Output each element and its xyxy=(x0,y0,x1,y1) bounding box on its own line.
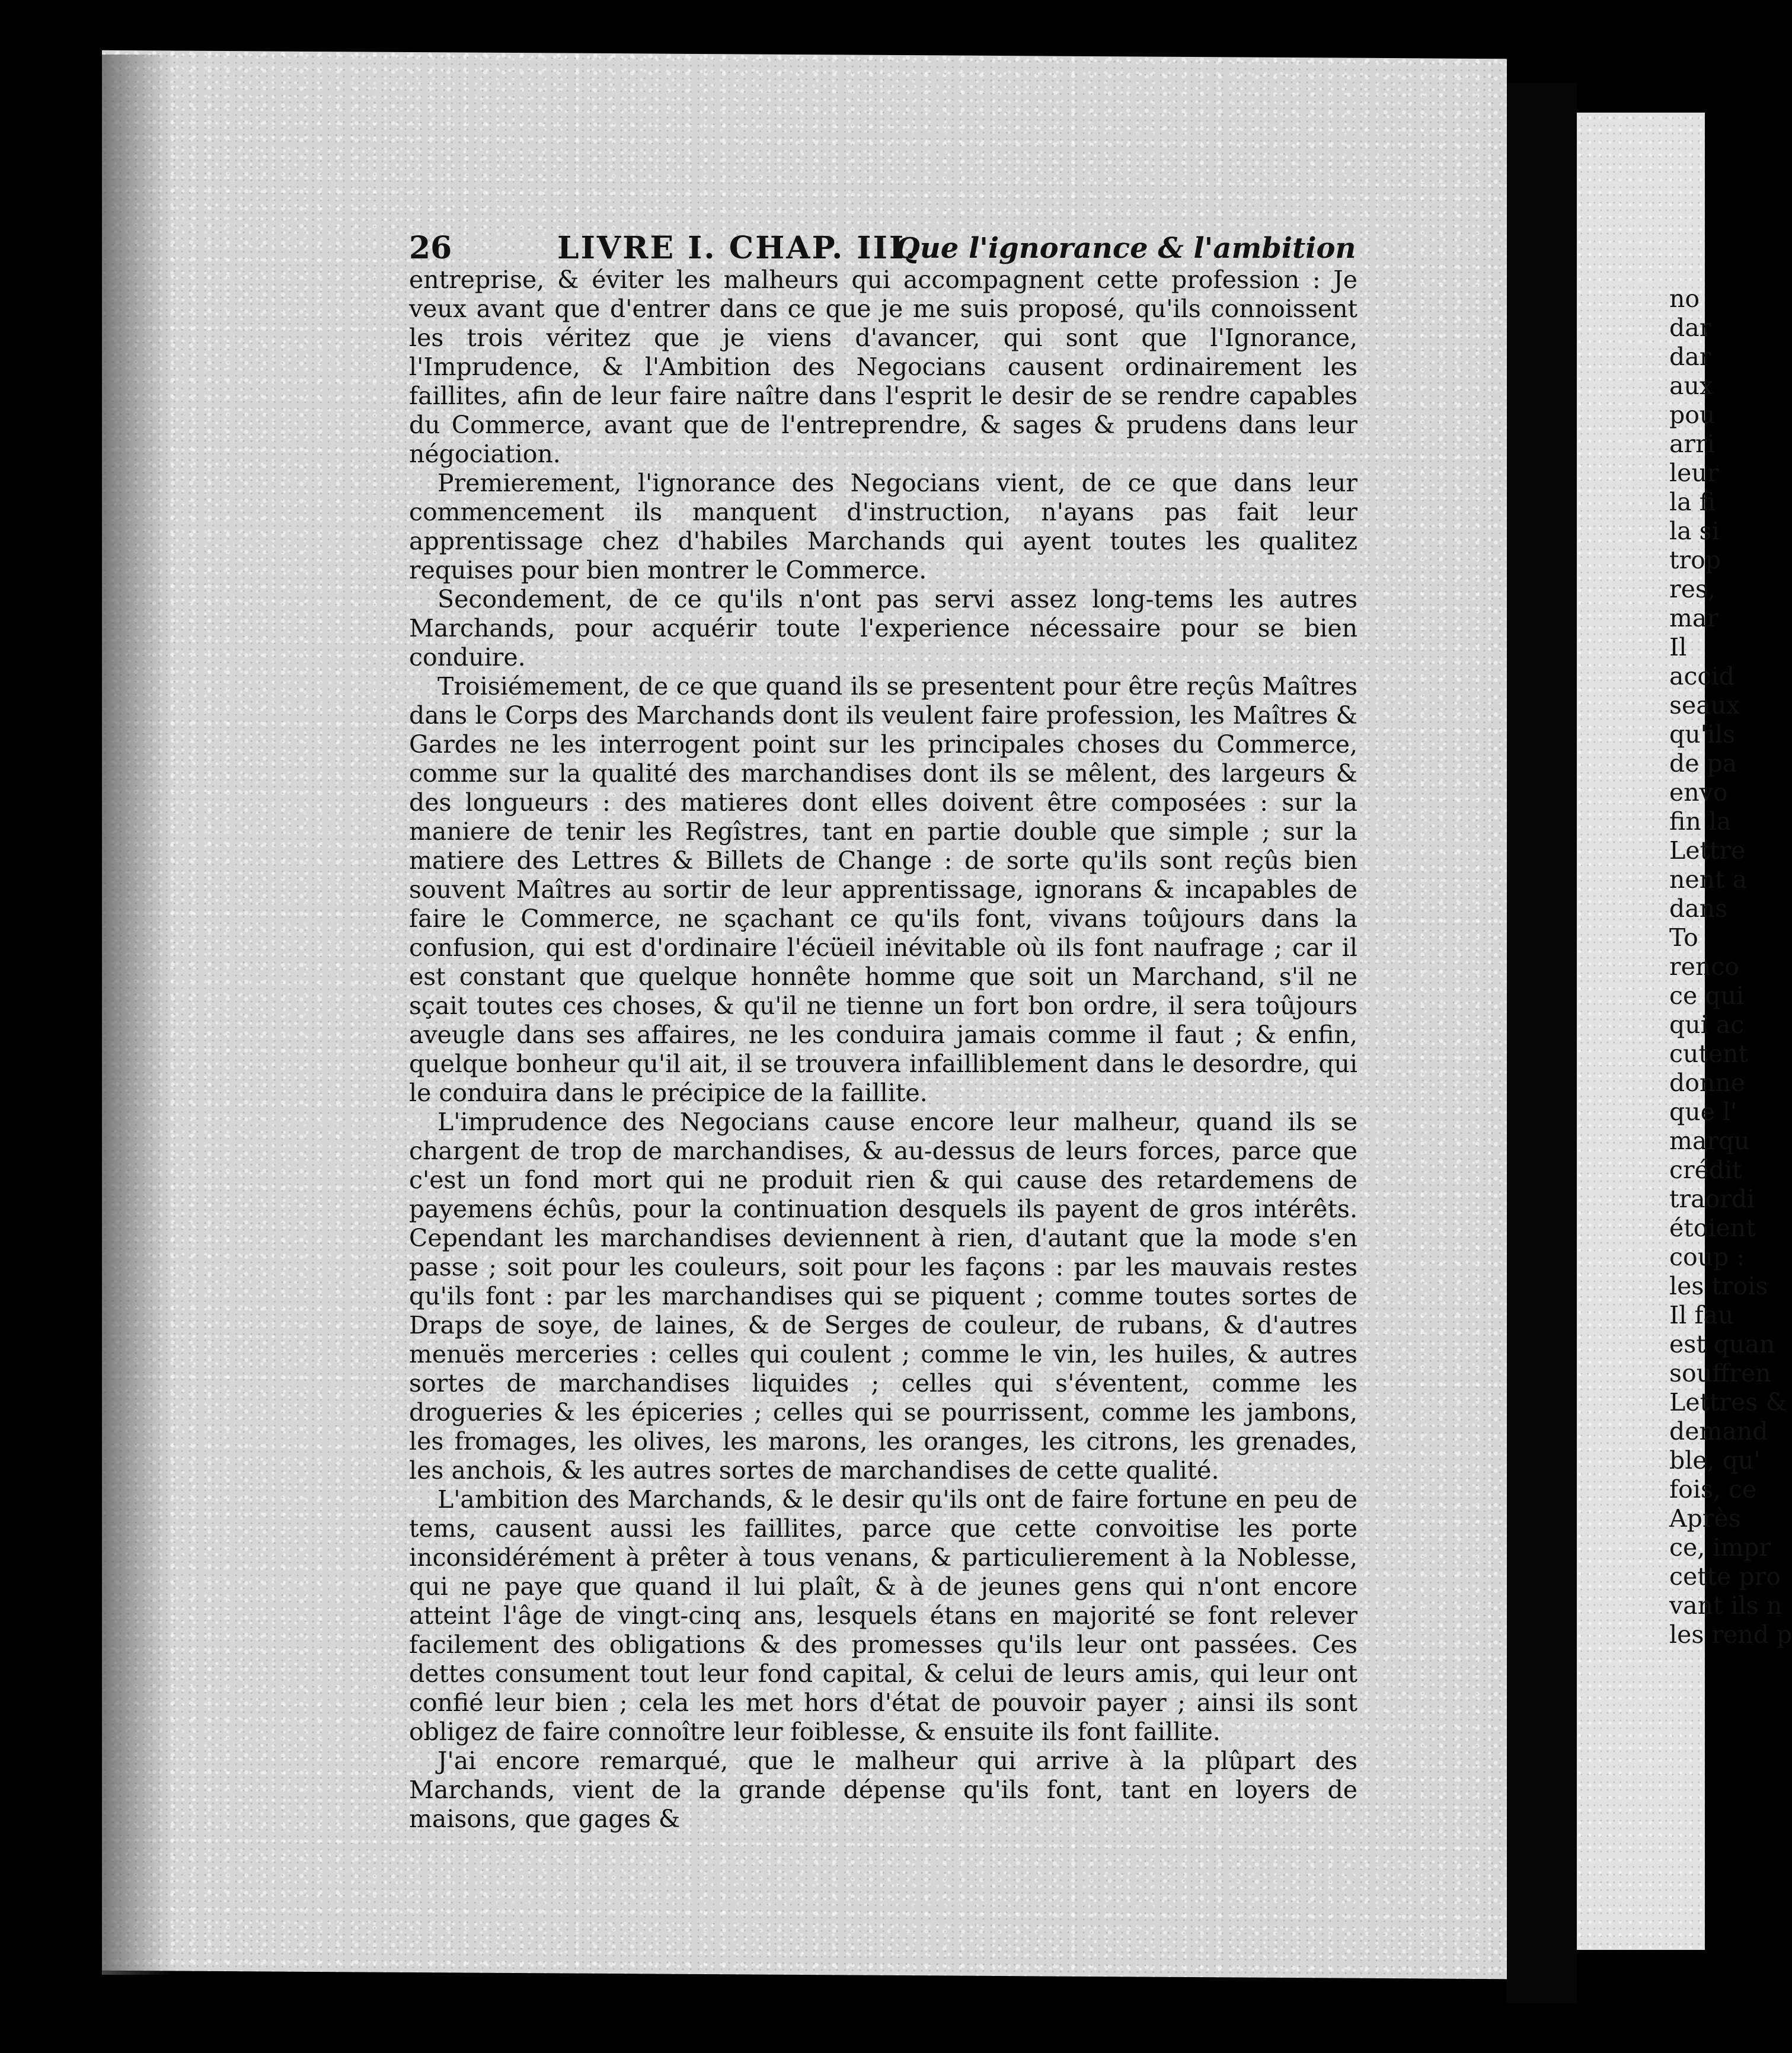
facing-page-fragment: demand xyxy=(1669,1417,1768,1446)
facing-page-fragment: est quan xyxy=(1669,1330,1775,1358)
paragraph: Troisiémement, de ce que quand ils se presentent pour être reçûs Maîtres dans le Corps des Marchands dont ils veulent faire profession, les Maîtres & Gardes ne les interrogent point sur les principales choses du Commerce, comme sur la qualité des marchandises dont ils se mêlent, des largeurs & des longueurs : des matieres dont elles doivent être composées : sur la maniere de tenir les Regîstres, tant en partie double que simple ; sur la matiere des Lettres & Billets de Change : de sorte qu'ils sont reçûs bien souvent Maîtres au sortir de leur apprentissage, ignorans & incapables de faire le Commerce, ne sçachant ce qu'ils font, vivans toûjours dans la confusion, qui est d'ordinaire l'écüeil inévitable où ils font naufrage ; car il est constant que quelque honnête homme que soit un Marchand, s'il ne sçait toutes ces choses, & qu'il ne tienne un fort bon ordre, il sera toûjours aveugle dans ses affaires, ne les conduira jamais comme il faut ; & enfin, quelque bonheur qu'il ait, il se trouvera infailliblement dans le desordre, qui le conduira dans le précipice de la faillite. xyxy=(409,672,1357,1107)
paragraph: Premierement, l'ignorance des Negocians vient, de ce que dans leur commencement ils manquent d'instruction, n'ayans pas fait leur apprentissage chez d'habiles Marchands qui ayent toutes les qualitez requises pour bien montrer le Commerce. xyxy=(409,469,1357,584)
facing-page-fragment: coup : xyxy=(1669,1243,1745,1271)
paragraph: entreprise, & éviter les malheurs qui accompagnent cette profession : Je veux avant que d'entrer dans ce que je me suis proposé, qu'ils connoissent les trois véritez que je viens d'avancer, qui sont que l'Ignorance, l'Imprudence, & l'Ambition des Negocians causent ordinairement les faillites, afin de leur faire naître dans l'esprit le desir de se rendre capables du Commerce, avant que de l'entreprendre, & sages & prudens dans leur négociation. xyxy=(409,266,1357,468)
facing-page-fragment: qui ac xyxy=(1669,1010,1745,1039)
facing-page-fragment: mar xyxy=(1669,604,1718,632)
running-head: LIVRE I. CHAP. III. xyxy=(557,230,918,266)
page-number: 26 xyxy=(409,230,452,266)
paragraph: L'imprudence des Negocians cause encore leur malheur, quand ils se chargent de trop de marchandises, & au-dessus de leurs forces, parce que c'est un fond mort qui ne produit rien & qui cause des retardemens de payemens échûs, pour la continuation desquels ils payent de gros intérêts. Cependant les marchandises deviennent à rien, d'autant que la mode s'en passe ; soit pour les couleurs, soit pour les façons : par les mauvais restes qu'ils font : par les marchandises qui se piquent ; comme toutes sortes de Draps de soye, de laines, & de Serges de couleur, de rubans, & d'autres menuës merceries : celles qui coulent ; comme le vin, les huiles, & autres sortes de marchandises liquides ; celles qui s'éventent, comme les drogueries & les épiceries ; celles qui se pourrissent, comme les jambons, les fromages, les olives, les marons, les oranges, les citrons, les grenades, les anchois, & les autres sortes de marchandises de cette qualité. xyxy=(409,1108,1357,1485)
facing-page-fragment: dar xyxy=(1669,343,1711,371)
facing-page-fragment: aux xyxy=(1669,372,1713,400)
facing-page-fragment: les trois xyxy=(1669,1272,1768,1300)
facing-page-fragment: ce qui xyxy=(1669,981,1745,1010)
facing-page-fragment: trop xyxy=(1669,546,1721,574)
paragraph: L'ambition des Marchands, & le desir qu'ils ont de faire fortune en peu de tems, causent aussi les faillites, parce que cette convoitise les porte inconsidérément à prêter à tous venans, & particulierement à la Noblesse, qui ne paye que quand il lui plaît, & à de jeunes gens qui n'ont encore atteint l'âge de vingt-cinq ans, lesquels étans en majorité se font relever facilement des obligations & des promesses qu'ils leur ont passées. Ces dettes consument tout leur fond capital, & celui de leurs amis, qui leur ont confié leur bien ; cela les met hors d'état de pouvoir payer ; ainsi ils sont obligez de faire connoître leur foiblesse, & ensuite ils font faillite. xyxy=(409,1485,1357,1746)
facing-page-text xyxy=(1669,284,1792,1766)
facing-page-fragment: de pa xyxy=(1669,749,1737,778)
facing-page-fragment: envo xyxy=(1669,778,1728,807)
facing-page-fragment: marqu xyxy=(1669,1127,1750,1155)
facing-page-fragment: souffren xyxy=(1669,1359,1771,1387)
facing-page-fragment: ble, qu' xyxy=(1669,1446,1761,1475)
facing-page-fragment: la fi xyxy=(1669,488,1716,516)
facing-page-fragment: vant ils n xyxy=(1669,1591,1783,1620)
facing-page-fragment: arri xyxy=(1669,430,1715,458)
facing-page-fragment: no xyxy=(1669,284,1700,313)
facing-page-fragment: qu'ils xyxy=(1669,720,1736,749)
facing-page-fragment: To xyxy=(1669,923,1698,952)
facing-page-fragment: Lettre xyxy=(1669,836,1746,865)
facing-page-fragment: fois, ce xyxy=(1669,1475,1757,1504)
facing-page-fragment: accid xyxy=(1669,662,1734,690)
facing-page-fragment: renco xyxy=(1669,952,1739,981)
facing-page-fragment: pou xyxy=(1669,401,1716,429)
facing-page-fragment: la si xyxy=(1669,517,1720,545)
facing-page-fragment: Lettres & xyxy=(1669,1388,1787,1416)
paragraph: J'ai encore remarqué, que le malheur qui arrive à la plûpart des Marchands, vient de la grande dépense qu'ils font, tant en loyers de maisons, que gages & xyxy=(409,1747,1357,1833)
facing-page-fragment: Après xyxy=(1669,1504,1741,1533)
facing-page-fragment: res, xyxy=(1669,575,1716,603)
page-header xyxy=(409,230,1356,267)
facing-page-fragment: fin la xyxy=(1669,807,1732,836)
facing-page-fragment: que l' xyxy=(1669,1098,1737,1126)
facing-page-fragment: Il fau xyxy=(1669,1301,1734,1329)
facing-page-fragment: Il xyxy=(1669,633,1687,661)
facing-page-fragment: nent a xyxy=(1669,865,1748,894)
facing-page-fragment: ce, impr xyxy=(1669,1533,1771,1562)
facing-page-fragment: leur xyxy=(1669,459,1719,487)
paragraph: Secondement, de ce qu'ils n'ont pas servi assez long-tems les autres Marchands, pour acquérir toute l'experience nécessaire pour se bien conduire. xyxy=(409,585,1357,671)
page-edge-shadow xyxy=(102,55,173,1975)
facing-page-fragment: dar xyxy=(1669,314,1711,342)
facing-page-fragment: les rend p xyxy=(1669,1620,1792,1649)
body-text xyxy=(409,266,1357,1833)
facing-page-fragment: étoient xyxy=(1669,1214,1756,1242)
facing-page-fragment: cette pro xyxy=(1669,1562,1781,1591)
running-title: Que l'ignorance & l'ambition xyxy=(895,232,1356,265)
facing-page-fragment: cutent xyxy=(1669,1040,1748,1068)
facing-page-fragment: seaux xyxy=(1669,691,1740,719)
facing-page-fragment: crédit xyxy=(1669,1156,1742,1184)
facing-page-fragment: dans xyxy=(1669,894,1728,923)
book-gutter xyxy=(1507,83,1577,2003)
facing-page-fragment: donne xyxy=(1669,1069,1746,1097)
facing-page-fragment: traordi xyxy=(1669,1185,1755,1213)
